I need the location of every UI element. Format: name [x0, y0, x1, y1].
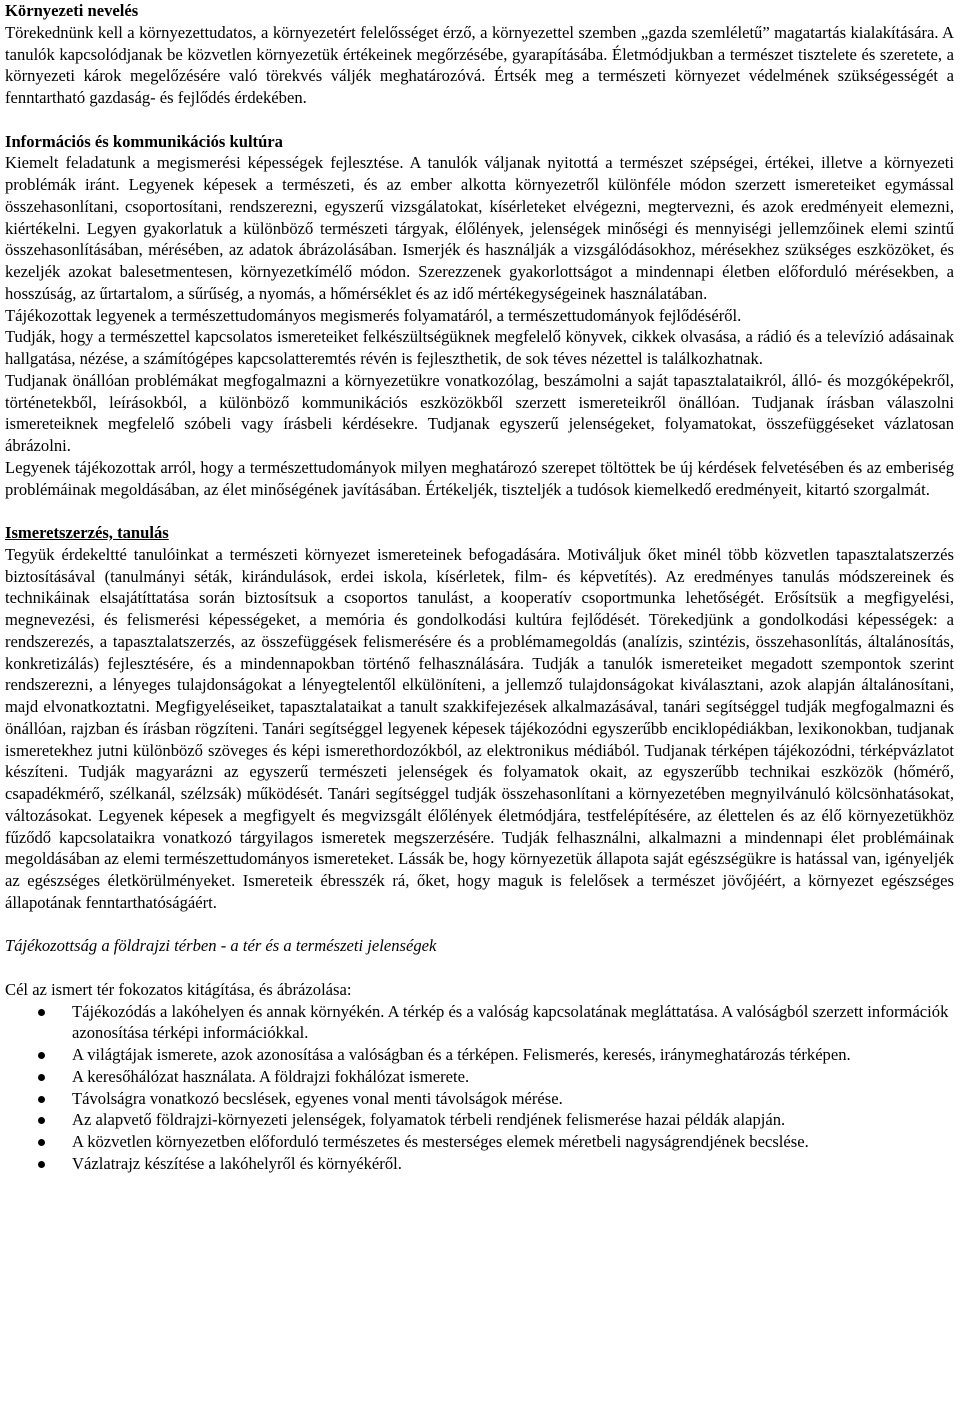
- section-geographic-orientation: [5, 935, 954, 1174]
- spacer: [5, 914, 954, 936]
- spacer: [5, 957, 954, 979]
- section-heading: Tájékozottság a földrajzi térben - a tér és a természeti jelenségek: [5, 936, 437, 956]
- bullet-icon: [38, 1161, 45, 1168]
- list-item: [5, 1044, 954, 1066]
- bullet-icon: [38, 1117, 45, 1124]
- list-item: [5, 1001, 954, 1045]
- list-item-text: A keresőhálózat használata. A földrajzi fokhálózat ismerete.: [72, 1066, 470, 1086]
- bullet-icon: [38, 1052, 45, 1059]
- paragraph: Legyenek tájékozottak arról, hogy a természettudományok milyen meghatározó szerepet töltöttek be új kérdések felvetésében és az emberiség problémáinak megoldásában, az élet minőségének javításában. Értékeljék, tiszteljék a tudósok kiemelkedő eredményeit, kitartó szorgalmát.: [5, 457, 954, 499]
- section-heading: Környezeti nevelés: [5, 1, 139, 20]
- list-item: [5, 1131, 954, 1153]
- bullet-icon: [38, 1074, 45, 1081]
- list-item-text: Az alapvető földrajzi-környezeti jelenségek, folyamatok térbeli rendjének felismerése hazai példák alapján.: [72, 1110, 786, 1130]
- list-item-text: A közvetlen környezetben előforduló természetes és mesterséges elemek méretbeli nagyságrendjének becslése.: [72, 1132, 809, 1151]
- list-item-text: Tájékozódás a lakóhelyen és annak környékén. A térkép és a valóság kapcsolatának megláttatása. A valóságból szerzett információk azonosítása térképi információkkal.: [72, 1001, 949, 1043]
- list-item-text: Vázlatrajz készítése a lakóhelyről és környékéről.: [72, 1153, 402, 1173]
- section-information-culture: [5, 131, 954, 501]
- bullet-icon: [38, 1096, 45, 1103]
- list-item: [5, 1088, 954, 1110]
- paragraph: Törekednünk kell a környezettudatos, a környezetért felelősséget érző, a környezettel szemben „gazda szemléletű” magatartás kialakítására. A tanulók kapcsolódjanak be közvetlen környezetük értékeinek megőrzésébe, gyarapításába. Életmódjukban a természet tisztelete és szeretete, a környezeti károk megelőzésére való törekvés váljék meghatározóvá. Értsék meg a természeti környezet védelmének szükségességét a fenntartható gazdaság- és fejlődés érdekében.: [5, 22, 954, 107]
- bullet-icon: [38, 1139, 45, 1146]
- paragraph: Tudjanak önállóan problémákat megfogalmazni a környezetükre vonatkozólag, beszámolni a saját tapasztalataikról, álló- és mozgóképekről, történetekből, leírásokból, a különböző kommunikációs eszközökből szerzett ismereteikről önállóan. Tudjanak írásban válaszolni ismereteiknek megfelelő szóbeli vagy írásbeli kérdésekre. Tudjanak egyszerű jelenségeket, folyamatokat, összefüggéseket vázlatosan ábrázolni.: [5, 370, 954, 455]
- section-heading: Információs és kommunikációs kultúra: [5, 131, 283, 151]
- spacer: [5, 500, 954, 522]
- list-item: [5, 1153, 954, 1175]
- paragraph: Kiemelt feladatunk a megismerési képességek fejlesztése. A tanulók váljanak nyitottá a természet szépségei, értékei, illetve a környezeti problémák iránt. Legyenek képesek a természeti, és az ember alkotta környezetről különféle módon szerzett ismereteiket egymással összehasonlítani, csoportosítani, rendszerezni, egyszerű vizsgálatokat, kísérleteket elvégezni, megtervezni, és azok eredményeit elemezni, kiértékelni. Legyen gyakorlatuk a különböző természeti tárgyak, élőlények, jelenségek minőségi és mennyiségi jellemzőinek elemi szintű összehasonlításában, mérésében, az adatok ábrázolásában. Ismerjék és használják a vizsgálódásokhoz, mérésekhez szükséges eszközöket, és kezeljék azokat balesetmentesen, környezetkímélő módon. Szerezzenek gyakorlottságot a mindennapi életben előforduló mérésekben, a hosszúság, az űrtartalom, a sűrűség, a nyomás, a hőmérséklet és az idő mértékegységeinek használatában.: [5, 153, 954, 303]
- list-item: [5, 1109, 954, 1131]
- list-item: [5, 1066, 954, 1088]
- paragraph: Tegyük érdekeltté tanulóinkat a természeti környezet ismereteinek befogadására. Motiváljuk őket minél több közvetlen tapasztalatszerzés biztosításával (tanulmányi séták, kirándulások, erdei iskola, kísérletek, film- és képvetítés). Az eredményes tanulás módszereinek és technikáinak elsajátíttatása során biztosítsuk a csoportos tanulást, a kooperatív csoportmunka lehetőségét. Erősítsük a megfigyelési, megnevezési, és felismerési képességeket, a memória és gondolkodási kultúra fejlődését. Törekedjünk a gondolkodási képességek: a rendszerezés, a tapasztalatszerzés, az összefüggések felismerésére és a problémamegoldás (analízis, szintézis, összehasonlítás, általánosítás, konkretizálás) fejlesztésére, és a mindennapokban történő felhasználására. Tudják a tanulók ismereteiket megadott szempontok szerint rendszerezni, a lényeges tulajdonságokat a lényegtelentől elkülöníteni, a jellemző tulajdonságokat kiválasztani, azok alapján általánosítani, majd elvonatkoztatni. Megfigyeléseiket, tapasztalataikat a tanult szakkifejezések alkalmazásával, tanári segítséggel tudják megfogalmazni és önállóan, rajzban és írásban rögzíteni. Tanári segítséggel legyenek képesek tájékozódni egyszerűbb enciklopédiákban, lexikonokban, tudjanak ismeretekhez jutni különböző szöveges és képi ismerethordozókból, az elektronikus médiából. Tudjanak térképen tájékozódni, térképvázlatot készíteni. Tudják magyarázni az egyszerű természeti jelenségek és folyamatok okait, az egyszerűbb technikai eszközök (hőmérő, csapadékmérő, szélkanál, szélzsák) működését. Tanári segítséggel tudják összehasonlítani a környezetében megnyilvánuló kölcsönhatásokat, változásokat. Legyenek képesek a megfigyelt és megvizsgált élőlények életmódjára, testfelépítésére, az élettelen és az élő környezetükhöz fűződő kapcsolataikra vonatkozó tárgyilagos ismeretek megszerzésére. Tudják felhasználni, alkalmazni a mindennapi élet problémáinak megoldásában az elemi természettudományos ismereteket. Lássák be, hogy környezetük állapota saját egészségükre is hatással van, igényeljék az egészséges életkörülményeket. Ismereteik ébresszék rá, őket, hogy maguk is felelősek a természet jövőjéért, a környezet egészséges állapotának fenntarthatóságáért.: [5, 544, 954, 912]
- section-heading: Ismeretszerzés, tanulás: [5, 523, 169, 542]
- section-knowledge-learning: [5, 522, 954, 914]
- paragraph: Tájékozottak legyenek a természettudományos megismerés folyamatáról, a természettudományok fejlődéséről.: [5, 305, 742, 325]
- paragraph: Tudják, hogy a természettel kapcsolatos ismereteiket felkészültségüknek megfelelő könyvek, cikkek olvasása, a rádió és a televízió adásainak hallgatása, nézése, a számítógépes kapcsolatteremtés révén is fejleszthetik, de sok téves nézettel is találkozhatnak.: [5, 327, 954, 368]
- list-item-text: Távolságra vonatkozó becslések, egyenes vonal menti távolságok mérése.: [72, 1088, 563, 1108]
- bullet-icon: [38, 1009, 45, 1016]
- bullet-list: [5, 1001, 954, 1175]
- section-environmental-education: [5, 0, 954, 109]
- list-item-text: A világtájak ismerete, azok azonosítása a valóságban és a térképen. Felismerés, keresés, iránymeghatározás térképen.: [72, 1045, 851, 1064]
- list-intro: Cél az ismert tér fokozatos kitágítása, és ábrázolása:: [5, 979, 352, 999]
- spacer: [5, 109, 954, 131]
